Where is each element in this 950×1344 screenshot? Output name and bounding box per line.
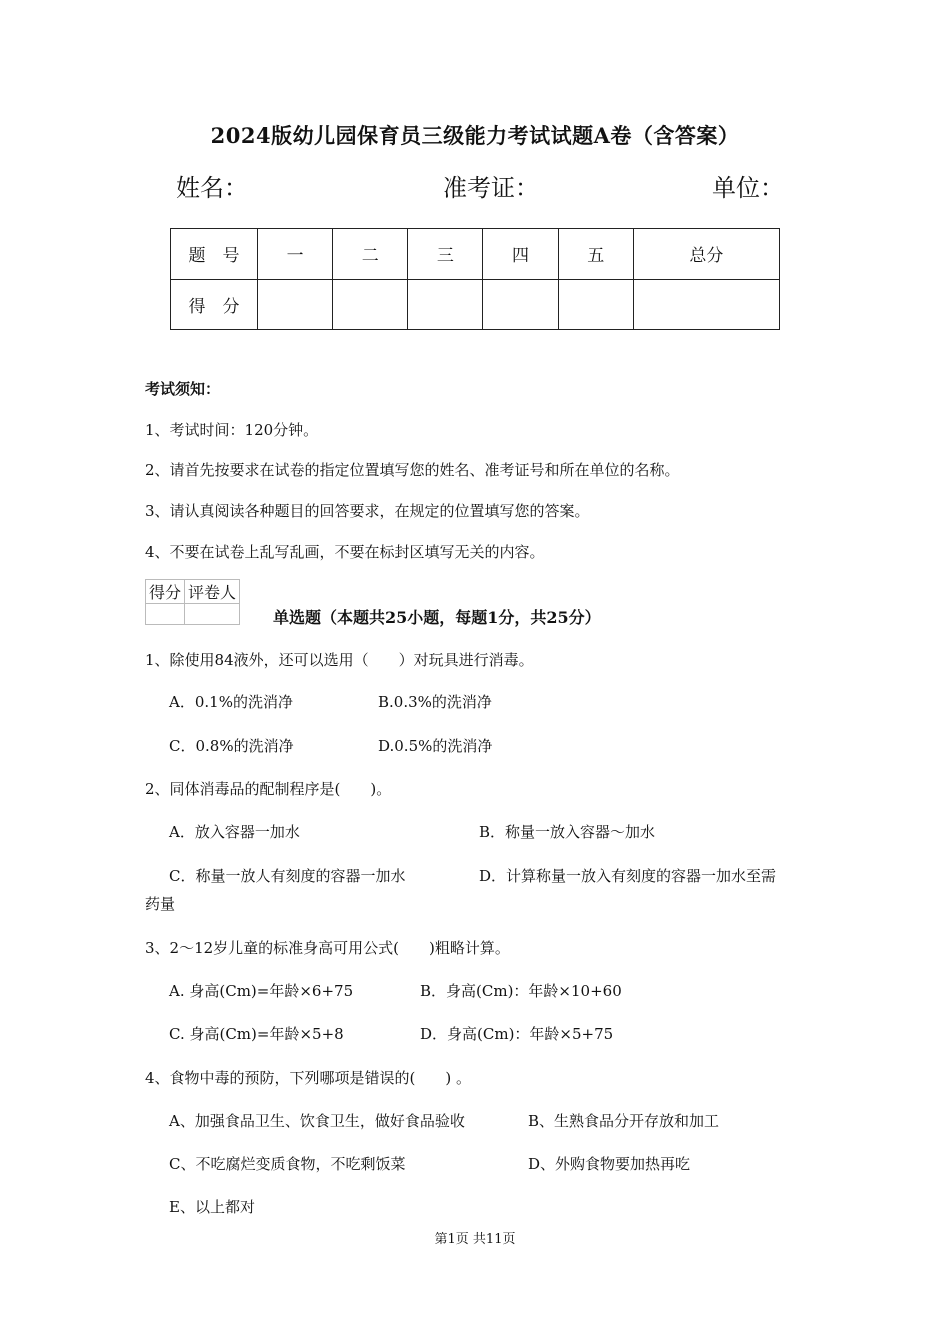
name-label: 姓名：	[176, 174, 248, 202]
score-cell-4[interactable]	[483, 279, 558, 330]
option: B．身高(Cm)：年龄×10+60	[420, 982, 622, 1000]
score-header-3: 三	[408, 229, 483, 280]
option: A. 身高(Cm)=年龄×6+75	[169, 982, 354, 1000]
option: D．计算称量一放入有刻度的容器一加水至需	[479, 867, 777, 885]
question-stem: 4、食物中毒的预防，下列哪项是错误的( ) 。	[145, 1069, 472, 1087]
option: E、以上都对	[169, 1198, 255, 1216]
option: C．0.8%的洗消净	[169, 737, 294, 755]
score-cell-3[interactable]	[408, 279, 483, 330]
score-cell-2[interactable]	[333, 279, 408, 330]
score-header-5: 五	[558, 229, 633, 280]
page-footer: 第1页 共11页	[434, 1232, 516, 1247]
grader-box	[145, 579, 240, 625]
score-cell-total[interactable]	[633, 279, 779, 330]
grader-name-cell[interactable]	[185, 604, 240, 625]
option: C. 身高(Cm)=年龄×5+8	[169, 1025, 344, 1043]
score-header-label: 题 号	[171, 229, 258, 280]
notice-item: 4、不要在试卷上乱写乱画，不要在标封区填写无关的内容。	[145, 543, 545, 561]
score-cell-1[interactable]	[258, 279, 333, 330]
option: A．放入容器一加水	[169, 823, 300, 841]
score-header-4: 四	[483, 229, 558, 280]
question-stem: 1、除使用84液外，还可以选用（ ）对玩具进行消毒。	[145, 651, 534, 669]
option: C．称量一放人有刻度的容器一加水	[169, 867, 406, 885]
exam-id-label: 准考证：	[443, 174, 539, 202]
score-header-total: 总分	[633, 229, 779, 280]
question-stem: 3、2～12岁儿童的标准身高可用公式( )粗略计算。	[145, 939, 510, 957]
candidate-fields	[0, 168, 950, 208]
notice-heading: 考试须知：	[145, 380, 221, 398]
grader-score-cell[interactable]	[146, 604, 185, 625]
score-header-2: 二	[333, 229, 408, 280]
option: B．称量一放入容器～加水	[479, 823, 656, 841]
option-continuation: 药量	[145, 895, 176, 913]
score-header-1: 一	[258, 229, 333, 280]
option: C、不吃腐烂变质食物，不吃剩饭菜	[169, 1155, 406, 1173]
option: B.0.3%的洗消净	[378, 693, 492, 711]
option: A．0.1%的洗消净	[169, 693, 293, 711]
notice-item: 2、请首先按要求在试卷的指定位置填写您的姓名、准考证号和所在单位的名称。	[145, 461, 680, 479]
grader-label: 评卷人	[185, 580, 240, 604]
score-row-label: 得 分	[171, 279, 258, 330]
page-title: 2024版幼儿园保育员三级能力考试试题A卷（含答案）	[210, 123, 740, 148]
option: A、加强食品卫生、饮食卫生，做好食品验收	[169, 1112, 465, 1130]
unit-label: 单位：	[712, 174, 784, 202]
option: D．身高(Cm)：年龄×5+75	[420, 1025, 614, 1043]
score-table	[170, 228, 780, 330]
question-stem: 2、同体消毒品的配制程序是( )。	[145, 780, 392, 798]
score-cell-5[interactable]	[558, 279, 633, 330]
option: D.0.5%的洗消净	[378, 737, 493, 755]
grader-score-label: 得分	[146, 580, 185, 604]
score-table-score-row	[171, 279, 780, 330]
notice-item: 3、请认真阅读各种题目的回答要求，在规定的位置填写您的答案。	[145, 502, 590, 520]
notice-item: 1、考试时间：120分钟。	[145, 421, 319, 439]
score-table-header-row	[171, 229, 780, 280]
section-title: 单选题（本题共25小题，每题1分，共25分）	[273, 608, 601, 627]
option: D、外购食物要加热再吃	[528, 1155, 691, 1173]
option: B、生熟食品分开存放和加工	[528, 1112, 720, 1130]
